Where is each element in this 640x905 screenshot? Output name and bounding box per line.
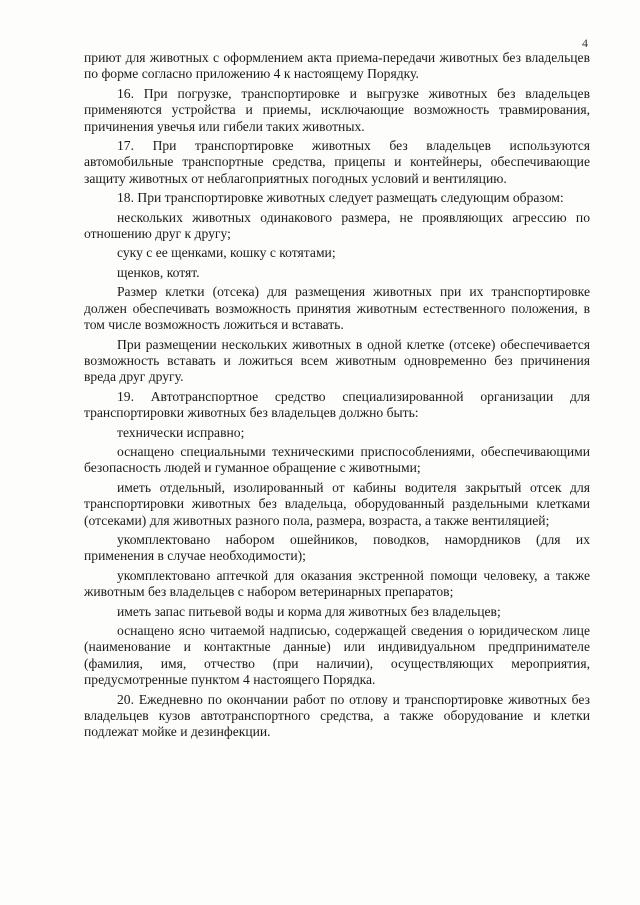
paragraph-cage-sharing: При размещении нескольких животных в одной клетке (отсеке) обеспечивается возможность вставать и ложиться всем животным одновременно без причинения вреда друг другу.: [84, 336, 590, 385]
paragraph-item-19: 19. Автотранспортное средство специализированной организации для транспортировки животных без владельцев должно быть:: [84, 388, 590, 421]
paragraph-item-18: 18. При транспортировке животных следует размещать следующим образом:: [117, 190, 564, 206]
paragraph-item-19-collars: укомплектовано набором ошейников, поводков, намордников (для их применения в случае необходимости);: [84, 531, 590, 564]
paragraph-item-19-compartment: иметь отдельный, изолированный от кабины водителя закрытый отсек для транспортировки животных без владельца, оборудованный раздельными клетками (отсеками) для животных разного пола, размера, возраста, а также вентиляцией;: [84, 479, 590, 528]
paragraph-item-20: 20. Ежедневно по окончании работ по отлову и транспортировке животных без владельцев кузов автотранспортного средства, а также оборудование и клетки подлежат мойке и дезинфекции.: [84, 691, 590, 740]
paragraph-continuation: приют для животных с оформлением акта приема-передачи животных без владельцев по форме согласно приложению 4 к настоящему Порядку.: [84, 50, 590, 82]
paragraph-item-19-technical: технически исправно;: [117, 424, 245, 440]
paragraph-item-18-same-size: нескольких животных одинакового размера, не проявляющих агрессию по отношению друг к другу;: [84, 209, 590, 242]
paragraph-item-18-mothers: суку с ее щенками, кошку с котятами;: [117, 245, 336, 261]
paragraph-item-19-first-aid: укомплектовано аптечкой для оказания экстренной помощи человеку, а также животным без владельцев с набором ветеринарных препаратов;: [84, 567, 590, 600]
document-body: [84, 50, 590, 741]
paragraph-item-17: 17. При транспортировке животных без владельцев используются автомобильные транспортные средства, прицепы и контейнеры, обеспечивающие защиту животных от неблагоприятных погодных условий и вентиляцию.: [84, 138, 590, 186]
paragraph-item-18-young: щенков, котят.: [117, 264, 200, 280]
paragraph-item-19-equipped: оснащено специальными техническими приспособлениями, обеспечивающими безопасность людей и гуманное обращение с животными;: [84, 443, 590, 476]
page-number: 4: [582, 36, 588, 50]
paragraph-cage-size: Размер клетки (отсека) для размещения животных при их транспортировке должен обеспечивать возможность принятия животным естественного положения, в том числе возможность ложиться и вставать.: [84, 284, 590, 333]
paragraph-item-16: 16. При погрузке, транспортировке и выгрузке животных без владельцев применяются устройства и приемы, исключающие возможность травмирования, причинения увечья или гибели таких животных.: [84, 85, 590, 134]
paragraph-item-19-inscription: оснащено ясно читаемой надписью, содержащей сведения о юридическом лице (наименование и контактные данные) или индивидуальном предпринимателе (фамилия, имя, отчество (при наличии), осуществляющих мероприятия, предусмотренные пунктом 4 настоящего Порядка.: [84, 623, 590, 688]
paragraph-item-19-water-food: иметь запас питьевой воды и корма для животных без владельцев;: [117, 603, 501, 619]
